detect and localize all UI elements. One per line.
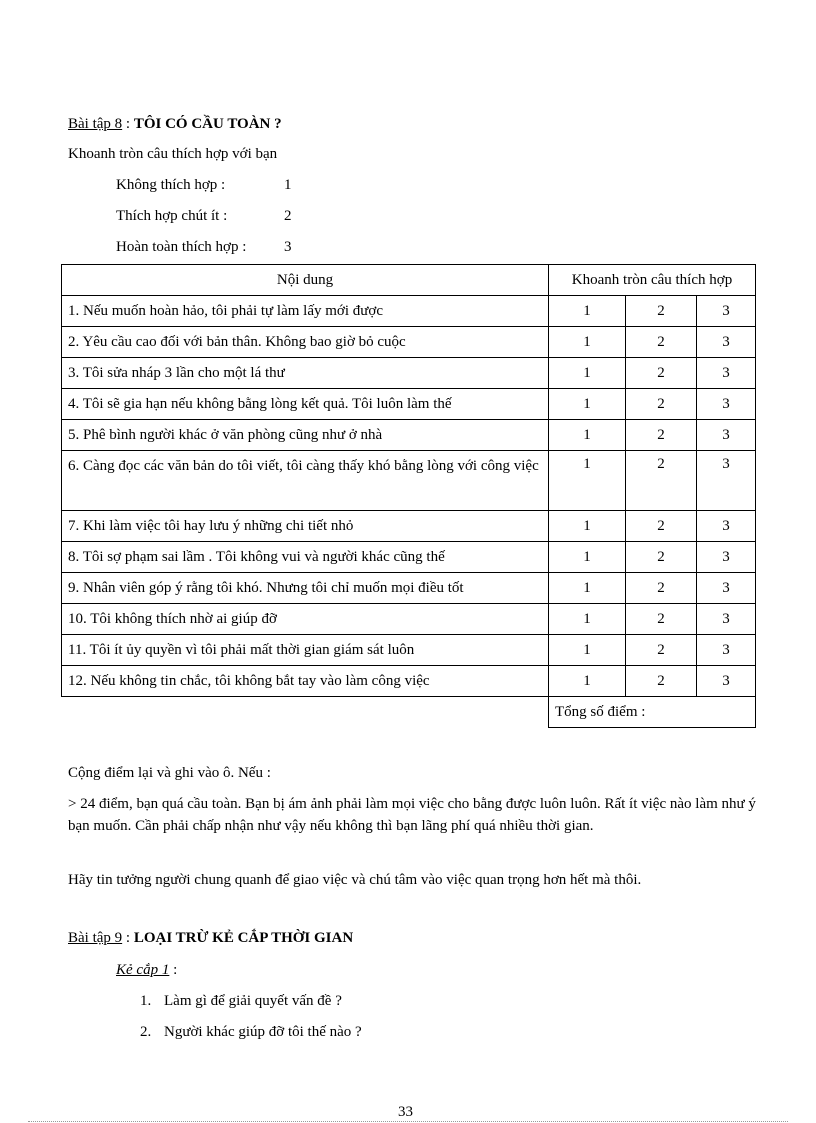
total-score-cell[interactable]: Tổng số điểm : — [549, 697, 756, 728]
option-2[interactable]: 2 — [626, 451, 697, 511]
exercise-8-heading — [68, 116, 282, 133]
option-3[interactable]: 3 — [697, 542, 756, 573]
table-row — [62, 327, 756, 358]
option-2[interactable]: 2 — [626, 327, 697, 358]
option-3[interactable]: 3 — [697, 635, 756, 666]
option-3[interactable]: 3 — [697, 327, 756, 358]
table-row — [62, 666, 756, 697]
table-row — [62, 389, 756, 420]
option-1[interactable]: 1 — [549, 511, 626, 542]
question-text: 3. Tôi sửa nháp 3 lần cho một lá thư — [62, 358, 549, 389]
table-row — [62, 296, 756, 327]
item-2-text: Người khác giúp đỡ tôi thế nào ? — [164, 1024, 362, 1040]
footer-divider — [28, 1121, 788, 1122]
option-1[interactable]: 1 — [549, 420, 626, 451]
option-1[interactable]: 1 — [549, 604, 626, 635]
scoring-advice: Hãy tin tưởng người chung quanh để giao việc và chú tâm vào việc quan trọng hơn hết mà thôi. — [68, 872, 642, 888]
option-3[interactable]: 3 — [697, 604, 756, 635]
instruction-text: Khoanh tròn câu thích hợp với bạn — [68, 146, 278, 162]
exercise-9-heading — [68, 930, 353, 947]
option-3[interactable]: 3 — [697, 573, 756, 604]
option-1[interactable]: 1 — [549, 542, 626, 573]
option-1[interactable]: 1 — [549, 573, 626, 604]
option-3[interactable]: 3 — [697, 389, 756, 420]
scale-label-2: Thích hợp chút ít : — [116, 208, 228, 224]
scoring-result: > 24 điểm, bạn quá cầu toàn. Bạn bị ám ảnh phải làm mọi việc cho bằng được luôn luôn. Rất ít việc nào làm như ý bạn muốn. Cần phải chấp nhận như vậy nếu không thì bạn lãng phí quá nhiều thời gian. — [68, 796, 756, 834]
option-2[interactable]: 2 — [626, 542, 697, 573]
table-row — [62, 420, 756, 451]
option-1[interactable]: 1 — [549, 666, 626, 697]
exercise-9-label: Bài tập 9 — [68, 930, 123, 946]
option-2[interactable]: 2 — [626, 358, 697, 389]
option-2[interactable]: 2 — [626, 389, 697, 420]
scale-value-1: 1 — [284, 177, 292, 193]
option-2[interactable]: 2 — [626, 511, 697, 542]
table-row — [62, 358, 756, 389]
option-3[interactable]: 3 — [697, 666, 756, 697]
subheading-separator: : — [169, 962, 178, 978]
scale-value-3: 3 — [284, 239, 292, 255]
scale-label-1: Không thích hợp : — [116, 177, 226, 193]
thief-1-label: Kẻ cắp 1 — [116, 962, 170, 978]
table-header-row — [62, 265, 756, 296]
question-text: 7. Khi làm việc tôi hay lưu ý những chi tiết nhỏ — [62, 511, 549, 542]
exercise-8-label: Bài tập 8 — [68, 116, 123, 132]
option-2[interactable]: 2 — [626, 666, 697, 697]
question-text: 6. Càng đọc các văn bản do tôi viết, tôi càng thấy khó bằng lòng với công việc — [62, 451, 549, 511]
table-row — [62, 511, 756, 542]
option-2[interactable]: 2 — [626, 573, 697, 604]
table-row — [62, 542, 756, 573]
option-2[interactable]: 2 — [626, 420, 697, 451]
question-text: 4. Tôi sẽ gia hạn nếu không bằng lòng kết quả. Tôi luôn làm thế — [62, 389, 549, 420]
question-text: 8. Tôi sợ phạm sai lầm . Tôi không vui và người khác cũng thế — [62, 542, 549, 573]
question-text: 5. Phê bình người khác ở văn phòng cũng như ở nhà — [62, 420, 549, 451]
thief-1-subheading — [116, 962, 177, 979]
heading-separator: : — [122, 930, 134, 946]
option-3[interactable]: 3 — [697, 296, 756, 327]
option-1[interactable]: 1 — [549, 635, 626, 666]
option-1[interactable]: 1 — [549, 327, 626, 358]
item-1-number: 1. — [140, 993, 152, 1009]
option-2[interactable]: 2 — [626, 604, 697, 635]
exercise-8-title: TÔI CÓ CẦU TOÀN ? — [133, 116, 282, 132]
question-text: 1. Nếu muốn hoàn hảo, tôi phải tự làm lấy mới được — [62, 296, 549, 327]
scale-value-2: 2 — [284, 208, 292, 224]
item-1-text: Làm gì để giải quyết vấn đề ? — [164, 993, 342, 1009]
page-number: 33 — [398, 1104, 413, 1120]
option-3[interactable]: 3 — [697, 358, 756, 389]
question-text: 12. Nếu không tin chắc, tôi không bắt tay vào làm công việc — [62, 666, 549, 697]
total-row — [62, 697, 756, 728]
table-row — [62, 635, 756, 666]
table-row — [62, 604, 756, 635]
option-1[interactable]: 1 — [549, 389, 626, 420]
question-text: 2. Yêu cầu cao đối với bản thân. Không bao giờ bỏ cuộc — [62, 327, 549, 358]
exercise-9-title: LOẠI TRỪ KẺ CẮP THỜI GIAN — [133, 930, 354, 946]
table-row — [62, 573, 756, 604]
question-text: 10. Tôi không thích nhờ ai giúp đỡ — [62, 604, 549, 635]
scale-label-3: Hoàn toàn thích hợp : — [116, 239, 247, 255]
question-text: 11. Tôi ít ủy quyền vì tôi phải mất thời gian giám sát luôn — [62, 635, 549, 666]
option-1[interactable]: 1 — [549, 358, 626, 389]
option-2[interactable]: 2 — [626, 635, 697, 666]
header-content: Nội dung — [62, 265, 549, 296]
question-text: 9. Nhân viên góp ý rằng tôi khó. Nhưng tôi chỉ muốn mọi điều tốt — [62, 573, 549, 604]
option-3[interactable]: 3 — [697, 511, 756, 542]
heading-separator: : — [122, 116, 134, 132]
option-1[interactable]: 1 — [549, 296, 626, 327]
table-row — [62, 451, 756, 511]
option-3[interactable]: 3 — [697, 420, 756, 451]
option-3[interactable]: 3 — [697, 451, 756, 511]
scoring-intro: Cộng điểm lại và ghi vào ô. Nếu : — [68, 765, 271, 781]
option-1[interactable]: 1 — [549, 451, 626, 511]
item-2-number: 2. — [140, 1024, 152, 1040]
questionnaire-table — [61, 264, 756, 728]
header-choice: Khoanh tròn câu thích hợp — [549, 265, 756, 296]
option-2[interactable]: 2 — [626, 296, 697, 327]
